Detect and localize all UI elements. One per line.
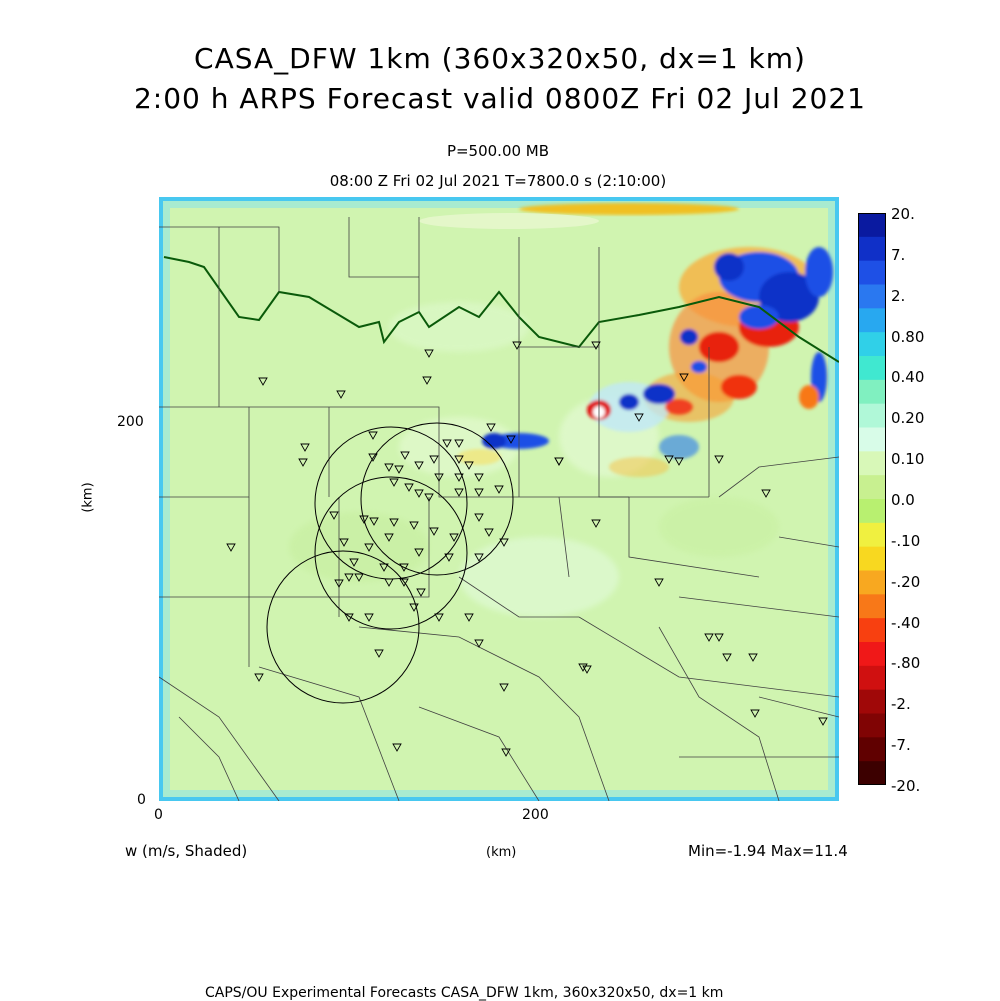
colorbar-swatch	[858, 213, 886, 237]
colorbar-swatch	[858, 380, 886, 404]
colorbar-swatch	[858, 547, 886, 571]
colorbar-swatch	[858, 285, 886, 309]
y-tick-200: 200	[117, 414, 144, 430]
top-band	[519, 203, 739, 215]
colorbar-swatch	[858, 356, 886, 380]
colorbar-label: 7.	[891, 245, 906, 264]
colorbar-label: -.80	[891, 654, 921, 673]
colorbar-swatch	[858, 571, 886, 595]
colorbar-swatch	[858, 451, 886, 475]
colorbar-swatch	[858, 404, 886, 428]
x-axis-label: (km)	[486, 845, 517, 860]
time-label: 08:00 Z Fri 02 Jul 2021 T=7800.0 s (2:10:00)	[329, 172, 667, 190]
colorbar-swatch	[858, 737, 886, 761]
colorbar-swatch	[858, 714, 886, 738]
colorbar-label: 20.	[891, 205, 915, 223]
colorbar-label: -.20	[891, 572, 921, 591]
colorbar-swatch	[858, 594, 886, 618]
colorbar-swatch	[858, 642, 886, 666]
colorbar	[858, 213, 886, 785]
colorbar-label: -2.	[891, 695, 911, 714]
title-line-1: CASA_DFW 1km (360x320x50, dx=1 km)	[194, 42, 806, 75]
colorbar-label: -20.	[891, 777, 921, 795]
minmax-label: Min=-1.94 Max=11.4	[688, 842, 848, 860]
forecast-map	[159, 197, 839, 801]
colorbar-swatch	[858, 499, 886, 523]
colorbar-swatch	[858, 618, 886, 642]
colorbar-label: 0.20	[891, 409, 925, 428]
colorbar-swatch	[858, 308, 886, 332]
colorbar-label: 0.0	[891, 491, 915, 509]
colorbar-swatch	[858, 523, 886, 547]
title-line-2: 2:00 h ARPS Forecast valid 0800Z Fri 02 Jul 2021	[133, 82, 866, 115]
colorbar-swatch	[858, 237, 886, 261]
colorbar-swatch	[858, 690, 886, 714]
colorbar-swatch	[858, 428, 886, 452]
y-tick-0: 0	[137, 792, 146, 808]
colorbar-label: 2.	[891, 286, 906, 305]
y-axis-label: (km)	[80, 482, 96, 513]
field-label: w (m/s, Shaded)	[125, 842, 248, 860]
footer-credit: CAPS/OU Experimental Forecasts CASA_DFW 1km, 360x320x50, dx=1 km	[205, 985, 724, 1001]
colorbar-swatch	[858, 332, 886, 356]
colorbar-label: -.10	[891, 531, 921, 550]
colorbar-label: 0.80	[891, 327, 925, 346]
colorbar-label: 0.10	[891, 450, 925, 469]
colorbar-swatch	[858, 261, 886, 285]
colorbar-swatch	[858, 475, 886, 499]
colorbar-label: -7.	[891, 736, 911, 755]
pressure-label: P=500.00 MB	[446, 142, 550, 160]
colorbar-swatch	[858, 761, 886, 785]
x-tick-0: 0	[154, 807, 163, 823]
colorbar-label: 0.40	[891, 368, 925, 387]
x-tick-200: 200	[522, 807, 549, 823]
colorbar-swatch	[858, 666, 886, 690]
colorbar-label: -.40	[891, 613, 921, 632]
